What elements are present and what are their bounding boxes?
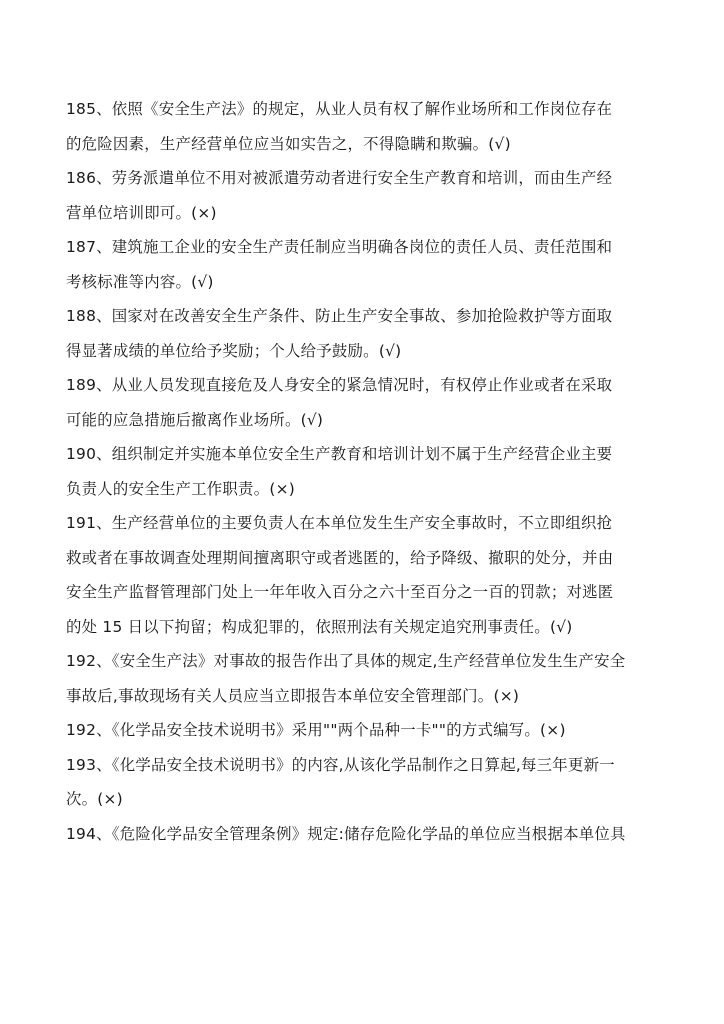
text-line: 次。(×) xyxy=(66,790,123,808)
text-line: 192、《安全生产法》对事故的报告作出了具体的规定,生产经营单位发生生产安全 xyxy=(66,652,626,670)
text-line: 事故后,事故现场有关人员应当立即报告本单位安全管理部门。(×) xyxy=(66,686,520,705)
text-line: 可能的应急措施后撤离作业场所。(√) xyxy=(66,410,324,429)
text-line: 安全生产监督管理部门处上一年年收入百分之六十至百分之一百的罚款；对逃匿 xyxy=(66,583,614,601)
text-line: 考核标准等内容。(√) xyxy=(66,272,214,291)
text-line: 191、生产经营单位的主要负责人在本单位发生生产安全事故时，不立即组织抢 xyxy=(66,514,613,532)
text-line: 得显著成绩的单位给予奖励；个人给予鼓励。(√) xyxy=(66,341,402,360)
text-line: 的危险因素，生产经营单位应当如实告之，不得隐瞒和欺骗。(√) xyxy=(66,134,511,153)
text-line: 194、《危险化学品安全管理条例》规定:储存危险化学品的单位应当根据本单位具 xyxy=(66,824,626,843)
text-line: 189、从业人员发现直接危及人身安全的紧急情况时，有权停止作业或者在采取 xyxy=(66,376,613,394)
question-list xyxy=(66,92,666,851)
text-line: 负责人的安全生产工作职责。(×) xyxy=(66,479,295,498)
text-line: 营单位培训即可。(×) xyxy=(66,203,217,222)
text-line: 185、依照《安全生产法》的规定，从业人员有权了解作业场所和工作岗位存在 xyxy=(66,100,613,118)
text-line: 救或者在事故调查处理期间擅离职守或者逃匿的，给予降级、撤职的处分，并由 xyxy=(66,548,614,567)
text-line: 188、国家对在改善安全生产条件、防止生产安全事故、参加抢险救护等方面取 xyxy=(66,307,613,325)
text-line: 的处 15 日以下拘留；构成犯罪的，依照刑法有关规定追究刑事责任。(√) xyxy=(66,617,573,636)
text-line: 190、组织制定并实施本单位安全生产教育和培训计划不属于生产经营企业主要 xyxy=(66,445,613,463)
text-line: 193、《化学品安全技术说明书》的内容,从该化学品制作之日算起,每三年更新一 xyxy=(66,755,615,774)
text-line: 187、建筑施工企业的安全生产责任制应当明确各岗位的责任人员、责任范围和 xyxy=(66,238,613,256)
text-line: 192、《化学品安全技术说明书》采用""两个品种一卡""的方式编写。(×) xyxy=(66,721,566,739)
text-line: 186、劳务派遣单位不用对被派遣劳动者进行安全生产教育和培训，而由生产经 xyxy=(66,169,613,187)
